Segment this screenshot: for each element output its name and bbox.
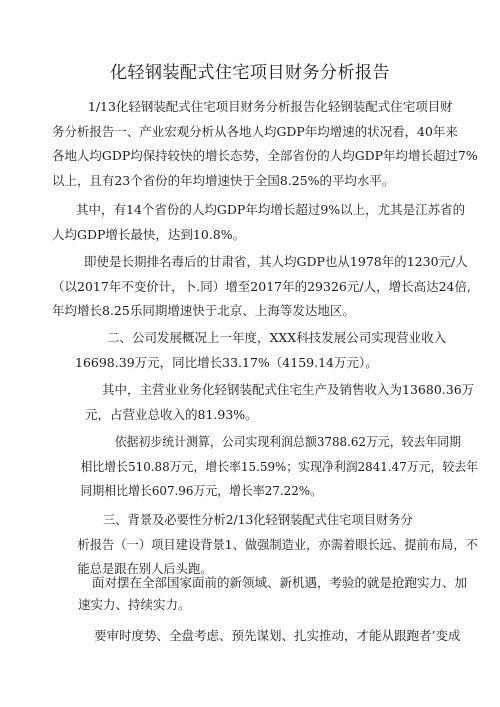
paragraph-2	[52, 198, 465, 247]
paragraph-line: 其中，有14个省份的人均GDP年均增长超过9%以上，尤其是江苏省的	[76, 202, 466, 217]
paragraph-line: 16698.39万元，同比增长33.17%（4159.14万元）。	[75, 354, 378, 370]
paragraph-line: 同期相比增长607.96万元，增长率27.22%。	[80, 483, 322, 498]
paragraph-line: 面对摆在全部国家面前的新领域、新机遇，考验的就是抢跑实力、加	[92, 575, 468, 590]
paragraph-line: 务分析报告一、产业宏观分析从各地人均GDP年均增速的状况看，40年来	[52, 123, 458, 139]
paragraph-9	[52, 624, 460, 649]
paragraph-line: 二、公司发展概况上一年度，XXX科技发展公司实现营业收入	[107, 330, 447, 345]
paragraph-line: 1/13化轻钢装配式住宅项目财务分析报告化轻钢装配式住宅项目财	[87, 99, 453, 114]
paragraph-line: （以2017年不变价计，卜.同）增至2017年的29326元/人，增长高达24倍,	[52, 278, 471, 294]
paragraph-5	[52, 378, 474, 427]
paragraph-6	[52, 430, 500, 504]
paragraph-line: 即使是长期排名毒后的甘肃省，其人均GDP也从1978年的1230元/人	[84, 254, 468, 269]
paragraph-3	[52, 250, 471, 324]
paragraph-line: 析报告（一）项目建设背景1、做强制造业，亦需着眼长远、提前布局，不	[77, 536, 478, 552]
paragraph-line: 以上，且有23个省份的年均增速快于全国8.25%的平均水平。	[52, 172, 395, 188]
paragraph-line: 依据初步统计测算，公司实现利润总额3788.62万元，较去年同期	[114, 434, 462, 449]
paragraph-line: 年均增长8.25乐同期增速快于北京、上海等发达地区。	[52, 303, 355, 318]
paragraph-line: 速实力、持续实力。	[78, 597, 191, 612]
paragraph-line: 人均GDP增长最快，达到10.8%。	[52, 226, 246, 242]
paragraph-1	[52, 95, 479, 193]
paragraph-line: 要审时度势、全盘考虑、预先谋划、扎实推动，才能从跟跑者’变成	[94, 628, 461, 643]
paragraph-line: 能总是跟在别人后头跑。	[77, 561, 213, 576]
paragraph-line: 相比增长510.88万元，增长率15.59%；实现净利润2841.47万元，较去年	[80, 458, 479, 474]
paragraph-line: 其中，主营业业务化轻钢装配式住宅生产及销售收入为13680.36万	[102, 382, 475, 397]
paragraph-4	[75, 326, 446, 375]
paragraph-8	[52, 572, 467, 616]
paragraph-line: 元，占营业总收入的81.93%。	[85, 406, 258, 422]
paragraph-line: 三、背景及必要性分析2/13化轻钢装配式住宅项目财务分	[103, 512, 413, 527]
paragraph-7	[52, 508, 486, 582]
paragraph-line: 各地人均GDP均保持较快的增长态势，全部省份的人均GDP年均增长超过7%	[52, 148, 478, 163]
document-title: 化轻钢装配式住宅项目财务分析报告	[110, 63, 390, 83]
